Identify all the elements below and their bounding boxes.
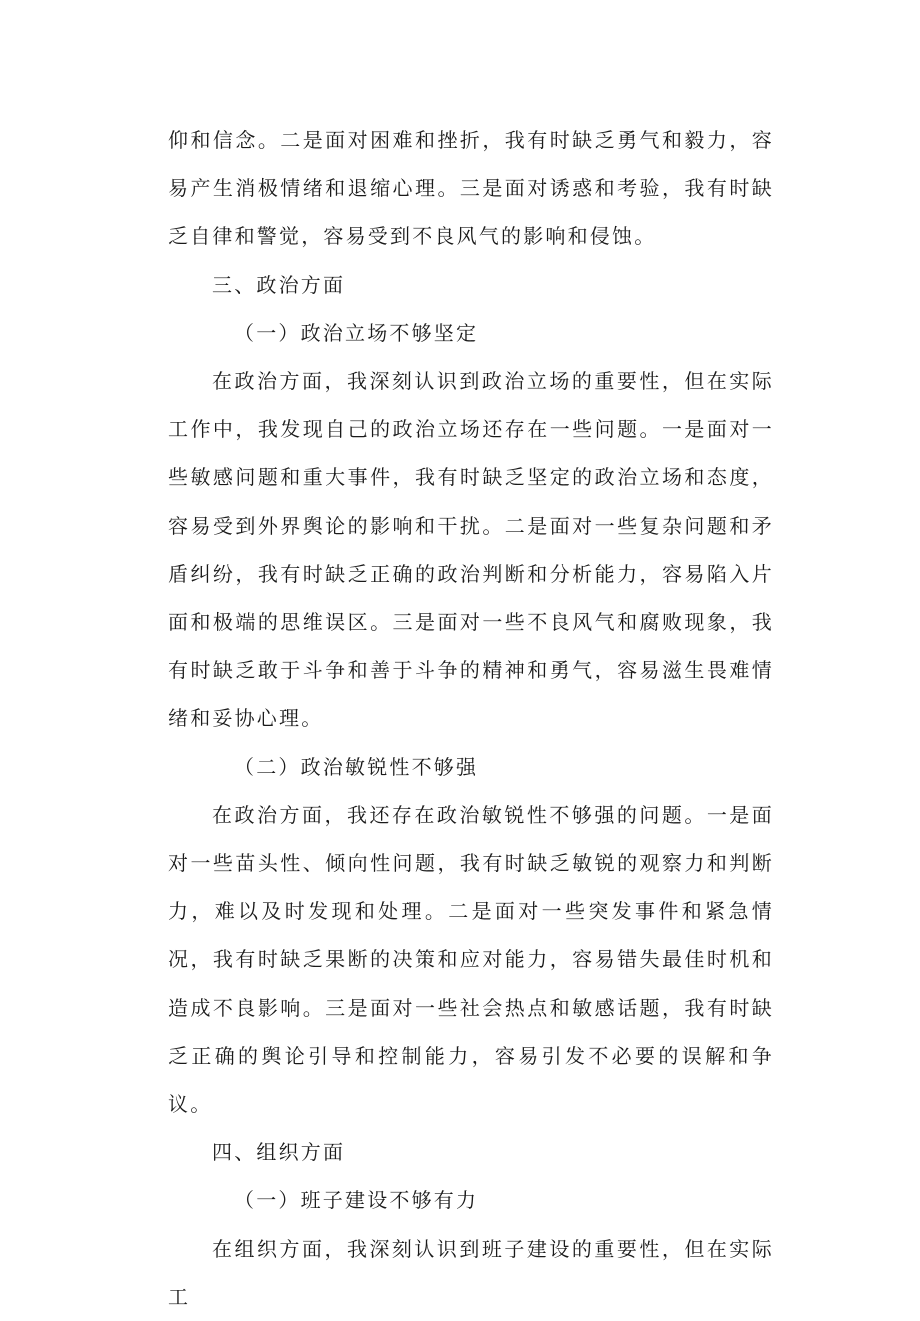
- section-heading-organization: 四、组织方面: [212, 1140, 346, 1165]
- subheading-political-stance: （一）政治立场不够坚定: [234, 320, 479, 345]
- document-body: [168, 116, 774, 1321]
- subheading-team-building: （一）班子建设不够有力: [234, 1188, 479, 1213]
- paragraph-continued: 仰和信念。二是面对困难和挫折，我有时缺乏勇气和毅力，容易产生消极情绪和退缩心理。三是面对诱惑和考验，我有时缺乏自律和警觉，容易受到不良风气的影响和侵蚀。: [168, 128, 774, 249]
- subheading-political-sensitivity: （二）政治敏锐性不够强: [234, 754, 479, 779]
- paragraph-team-building: 在组织方面，我深刻认识到班子建设的重要性，但在实际工: [168, 1236, 774, 1309]
- paragraph-political-sensitivity: 在政治方面，我还存在政治敏锐性不够强的问题。一是面对一些苗头性、倾向性问题，我有时缺乏敏锐的观察力和判断力，难以及时发现和处理。二是面对一些突发事件和紧急情况，我有时缺乏果断的决策和应对能力，容易错失最佳时机和造成不良影响。三是面对一些社会热点和敏感话题，我有时缺乏正确的舆论引导和控制能力，容易引发不必要的误解和争议。: [168, 802, 774, 1117]
- section-heading-politics: 三、政治方面: [212, 272, 346, 297]
- paragraph-political-stance: 在政治方面，我深刻认识到政治立场的重要性，但在实际工作中，我发现自己的政治立场还存在一些问题。一是面对一些敏感问题和重大事件，我有时缺乏坚定的政治立场和态度，容易受到外界舆论的影响和干扰。二是面对一些复杂问题和矛盾纠纷，我有时缺乏正确的政治判断和分析能力，容易陷入片面和极端的思维误区。三是面对一些不良风气和腐败现象，我有时缺乏敢于斗争和善于斗争的精神和勇气，容易滋生畏难情绪和妥协心理。: [168, 369, 774, 731]
